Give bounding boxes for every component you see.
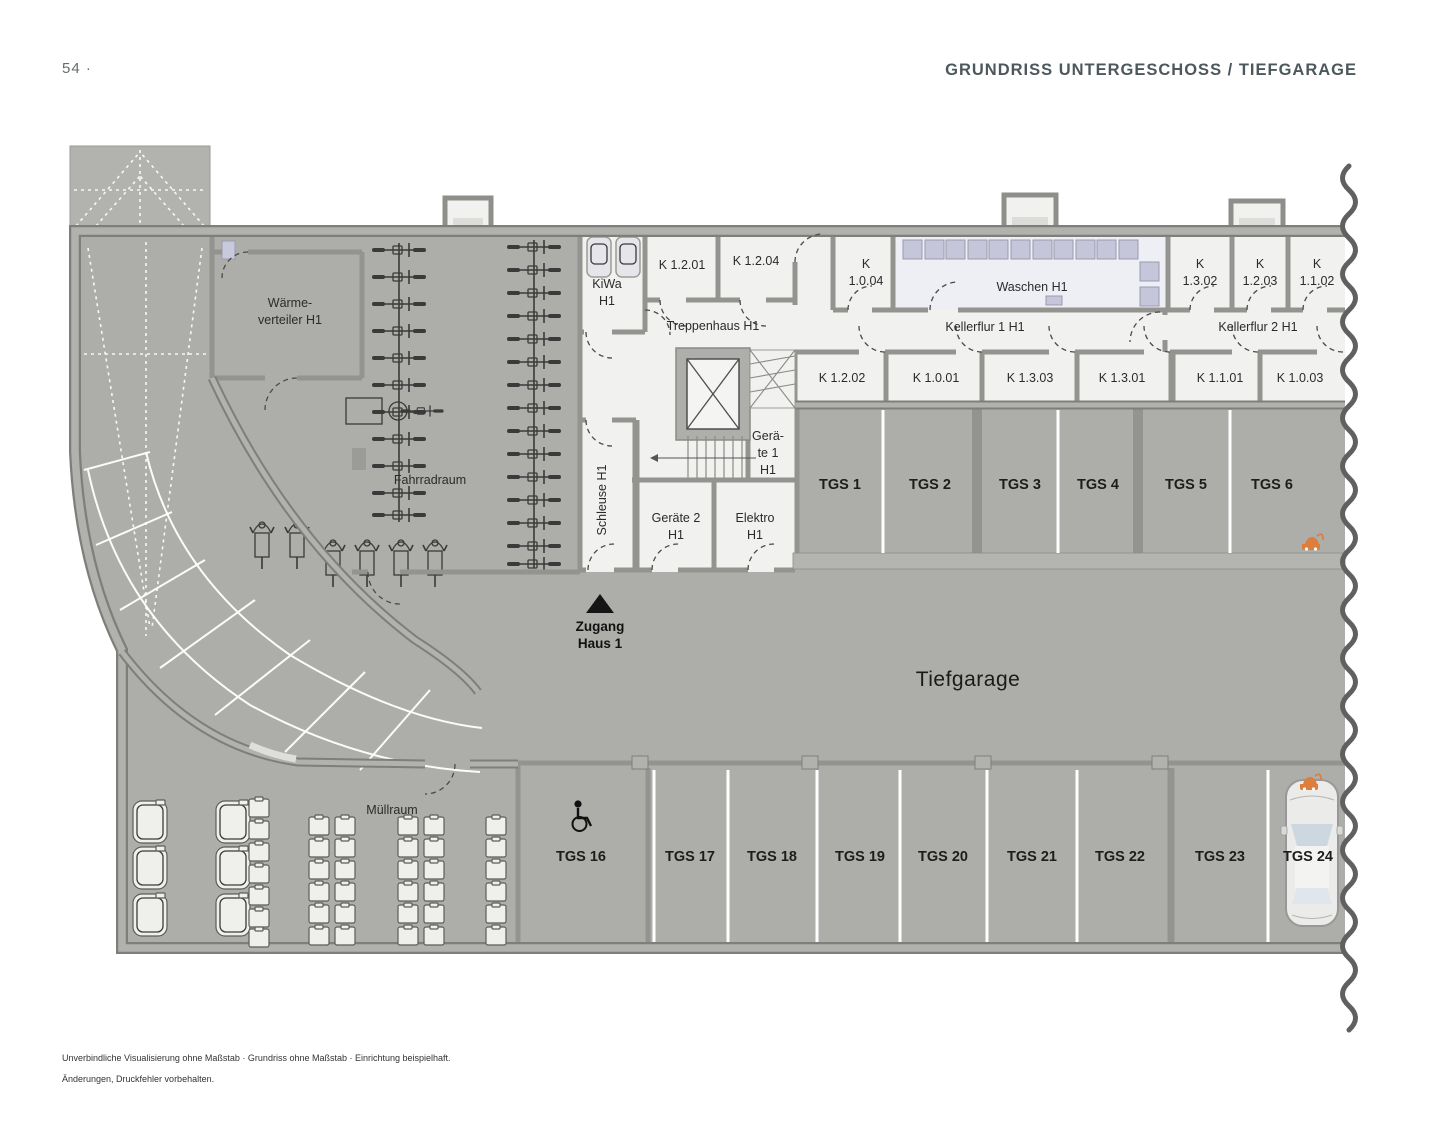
parking-label-tgs24: TGS 24	[1283, 849, 1333, 865]
area-label-tiefgarage: Tiefgarage	[915, 668, 1021, 691]
page-title: GRUNDRISS UNTERGESCHOSS / TIEFGARAGE	[945, 61, 1357, 79]
room-label-k1004: K	[861, 257, 871, 271]
room-label-k1302: K	[1195, 257, 1205, 271]
room-label-kiwa: H1	[599, 294, 615, 308]
room-label-treppenhaus: Treppenhaus H1	[666, 319, 760, 333]
room-label-waermeverteiler: Wärme-	[267, 296, 313, 310]
parking-label-tgs16: TGS 16	[556, 849, 606, 865]
room-label-kellerflur2: Kellerflur 2 H1	[1218, 320, 1298, 334]
parking-label-tgs19: TGS 19	[835, 849, 885, 865]
room-label-k1203: K	[1255, 257, 1265, 271]
footer-disclaimer-line1: Unverbindliche Visualisierung ohne Maßstab · Grundriss ohne Maßstab · Einrichtung beispielhaft.	[62, 1053, 451, 1063]
parking-label-tgs2: TGS 2	[909, 477, 951, 493]
parking-label-tgs23: TGS 23	[1195, 849, 1245, 865]
room-label-elektro: Elektro	[735, 511, 775, 525]
parking-label-tgs5: TGS 5	[1165, 477, 1207, 493]
room-label-k1202: K 1.2.02	[818, 371, 866, 385]
access-label-line2: Haus 1	[577, 636, 623, 651]
room-label-k1303: K 1.3.03	[1006, 371, 1054, 385]
room-label-k1201: K 1.2.01	[658, 258, 706, 272]
footer-disclaimer-line2: Änderungen, Druckfehler vorbehalten.	[62, 1074, 215, 1084]
room-label-k1001: K 1.0.01	[912, 371, 960, 385]
parking-label-tgs1: TGS 1	[819, 477, 861, 493]
room-label-elektro: H1	[747, 528, 763, 542]
room-label-geraete1: H1	[760, 463, 776, 477]
room-label-k1004: 1.0.04	[848, 274, 884, 288]
room-label-k1204: K 1.2.04	[732, 254, 780, 268]
parking-label-tgs6: TGS 6	[1251, 477, 1293, 493]
parking-label-tgs22: TGS 22	[1095, 849, 1145, 865]
entry-ramp	[70, 146, 210, 231]
room-label-geraete2: H1	[668, 528, 684, 542]
room-label-waschen: Waschen H1	[996, 280, 1068, 294]
panel-icon	[222, 241, 235, 259]
room-label-k1003: K 1.0.03	[1276, 371, 1324, 385]
room-label-k1102: K	[1312, 257, 1322, 271]
room-label-geraete2: Geräte 2	[651, 511, 701, 525]
room-label-schleuse: Schleuse H1	[595, 464, 609, 536]
room-label-k1102: 1.1.02	[1299, 274, 1335, 288]
room-label-waermeverteiler: verteiler H1	[258, 313, 322, 327]
parking-label-tgs21: TGS 21	[1007, 849, 1057, 865]
room-label-muellraum: Müllraum	[366, 803, 418, 817]
page-number: 54 ·	[62, 60, 92, 77]
parking-label-tgs3: TGS 3	[999, 477, 1041, 493]
room-label-fahrradraum: Fahrradraum	[393, 473, 467, 487]
room-label-kellerflur1: Kellerflur 1 H1	[945, 320, 1025, 334]
access-label-line1: Zugang	[575, 619, 625, 634]
room-label-k1301: K 1.3.01	[1098, 371, 1146, 385]
room-label-geraete1: Gerä-	[752, 429, 784, 443]
room-label-kiwa: KiWa	[592, 277, 622, 291]
parking-label-tgs4: TGS 4	[1077, 477, 1119, 493]
parking-label-tgs18: TGS 18	[747, 849, 797, 865]
elevator-icon	[676, 348, 750, 440]
room-label-geraete1: te 1	[757, 446, 779, 460]
room-label-k1302: 1.3.02	[1182, 274, 1218, 288]
room-label-k1203: 1.2.03	[1242, 274, 1278, 288]
room-label-k1101: K 1.1.01	[1196, 371, 1244, 385]
parking-label-tgs17: TGS 17	[665, 849, 715, 865]
parking-label-tgs20: TGS 20	[918, 849, 968, 865]
